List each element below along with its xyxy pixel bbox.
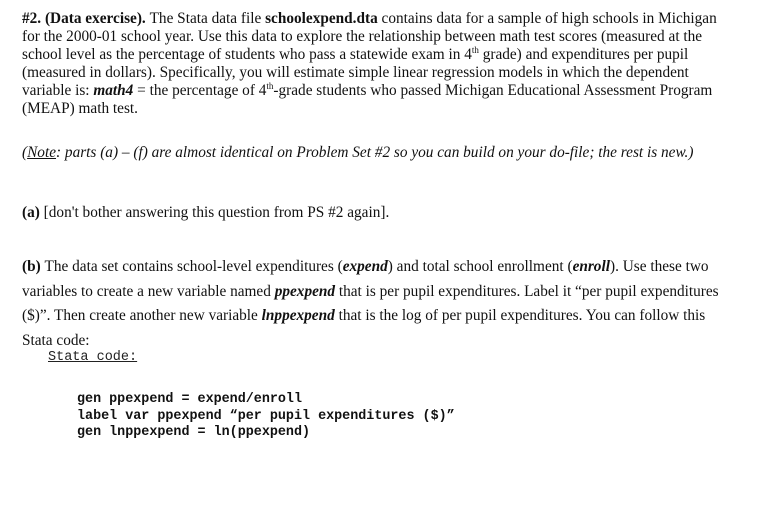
text-segment: : parts (a) – (f) are almost identical on Problem Set #2 so you can build on your do-file; the rest is new.) bbox=[56, 144, 694, 161]
text-segment: that is per pupil expenditures. Label it “per pupil expenditures ($)”. Then create another new variable bbox=[22, 282, 719, 325]
text-segment: Note bbox=[27, 144, 57, 161]
text-segment: #2. (Data exercise). bbox=[22, 10, 150, 27]
text-segment: contains data for a sample of high schools in Michigan for the 2000-01 school year. Use this data to explore the relationship between math test scores (measured at the school level as the percentage of students who pass a statewide exam in 4 bbox=[22, 10, 717, 63]
part-a-paragraph bbox=[22, 204, 738, 222]
text-segment: ( bbox=[22, 144, 28, 161]
text-segment: th bbox=[266, 80, 274, 91]
stata-code-label: Stata code: bbox=[48, 350, 138, 365]
text-segment: th bbox=[471, 44, 479, 55]
text-segment: ppexpend bbox=[274, 282, 336, 300]
text-segment: that is the log of per pupil expenditures. You can follow this Stata code: bbox=[22, 307, 706, 349]
text-segment: ). Use these two variables to create a new variable named bbox=[22, 258, 709, 300]
text-segment: The data set contains school-level expenditures ( bbox=[44, 258, 343, 275]
text-segment: [don't bother answering this question from PS #2 again]. bbox=[43, 204, 390, 221]
text-segment: The Stata data file bbox=[149, 10, 266, 27]
text-segment: grade) and expenditures per pupil (measured in dollars). Specifically, you will estimate simple linear regression models in which the dependent variable is: bbox=[22, 46, 689, 99]
part-b-paragraph bbox=[22, 255, 738, 353]
text-segment: enroll bbox=[572, 258, 610, 275]
stata-code-block: gen ppexpend = expend/enroll label var ppexpend “per pupil expenditures ($)” gen lnppexpend = ln(ppexpend) bbox=[77, 392, 455, 441]
text-segment: schoolexpend.dta bbox=[265, 10, 378, 27]
intro-paragraph bbox=[22, 10, 738, 118]
text-segment: -grade students who passed Michigan Educational Assessment Program (MEAP) math test. bbox=[22, 82, 713, 117]
text-segment: math4 bbox=[93, 82, 134, 99]
text-segment: lnppexpend bbox=[261, 307, 335, 325]
text-segment: ) and total school enrollment ( bbox=[387, 258, 573, 275]
text-segment: (b) bbox=[22, 258, 45, 275]
note-paragraph bbox=[22, 144, 722, 162]
text-segment: expend bbox=[342, 258, 388, 275]
text-segment: (a) bbox=[22, 204, 44, 221]
text-segment: = the percentage of 4 bbox=[133, 82, 267, 99]
